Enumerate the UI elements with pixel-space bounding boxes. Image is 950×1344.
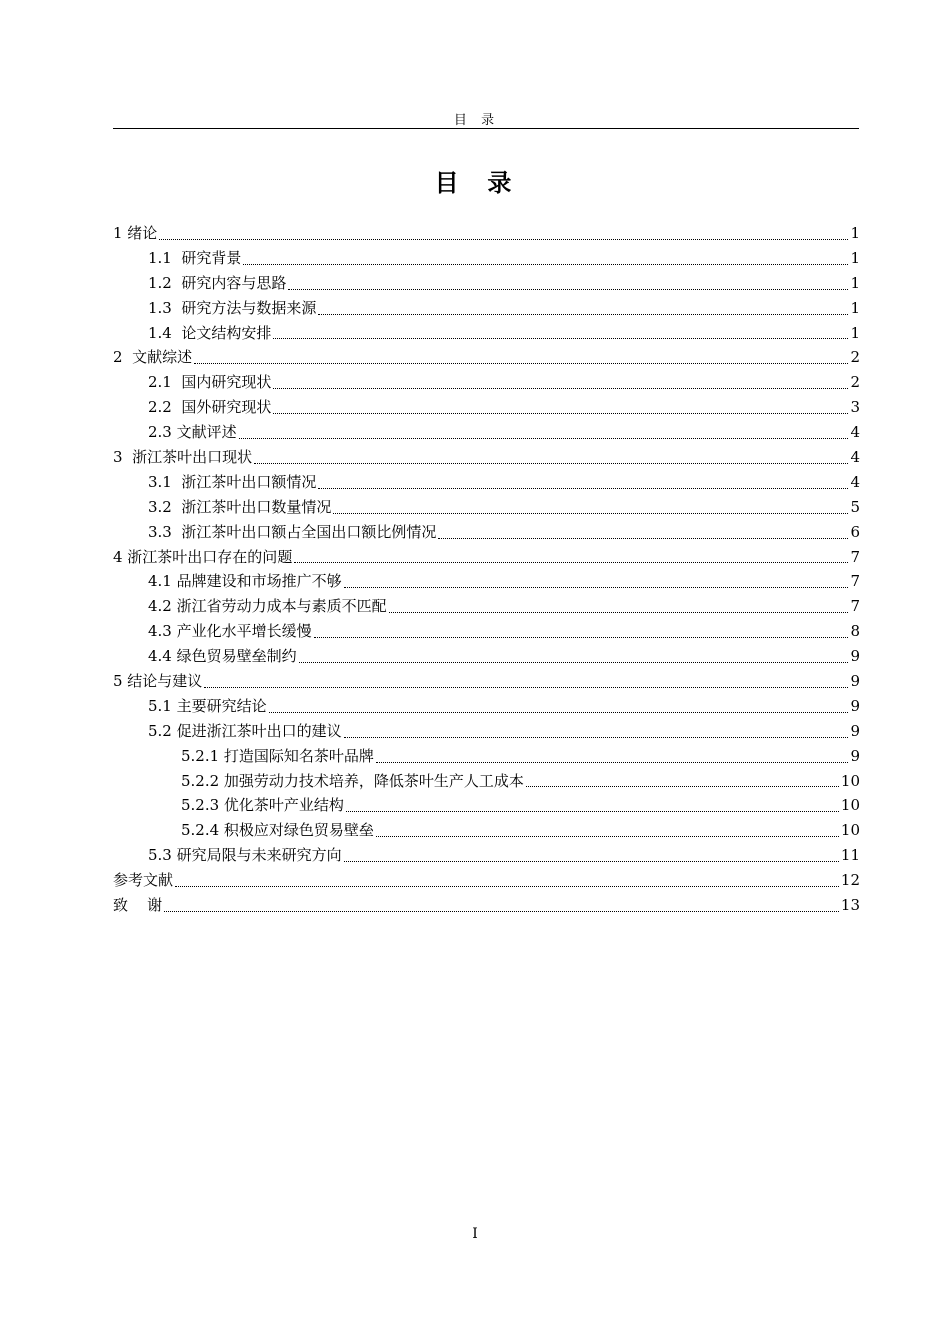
toc-entry-label: 5.2.3 优化茶叶产业结构 [181, 796, 344, 815]
toc-entry[interactable] [113, 594, 860, 619]
dot-leader [318, 314, 848, 315]
toc-entry-label: 2.2 国外研究现状 [148, 398, 272, 417]
toc-entry-label: 2 文献综述 [113, 348, 193, 367]
toc-entry-page: 7 [850, 547, 860, 566]
dot-leader [159, 239, 848, 240]
toc-entry-page: 9 [850, 647, 860, 666]
toc-entry-page: 6 [850, 522, 860, 541]
toc-entry-label: 4.1 品牌建设和市场推广不够 [148, 572, 342, 591]
toc-entry[interactable] [113, 495, 860, 520]
toc-entry-page: 11 [840, 846, 860, 865]
dot-leader [346, 811, 839, 812]
toc-entry[interactable] [113, 395, 860, 420]
toc-entry-page: 1 [850, 224, 860, 242]
dot-leader [273, 388, 848, 389]
dot-leader [194, 363, 848, 364]
toc-entry-label: 5.2 促进浙江茶叶出口的建议 [148, 721, 342, 740]
toc-entry-page: 13 [840, 896, 860, 915]
toc-entry-label: 5 结论与建议 [113, 672, 203, 691]
dot-leader [254, 463, 848, 464]
toc-entry-label: 5.2.4 积极应对绿色贸易壁垒 [181, 821, 374, 840]
dot-leader [243, 264, 848, 265]
toc-entry-page: 3 [850, 398, 860, 417]
dot-leader [175, 886, 839, 887]
toc-entry[interactable] [113, 769, 860, 794]
toc-entry-page: 12 [840, 871, 860, 890]
toc-entry-label: 5.2.2 加强劳动力技术培养，降低茶叶生产人工成本 [181, 771, 524, 790]
toc-entry[interactable] [113, 246, 860, 271]
dot-leader [376, 836, 839, 837]
dot-leader [273, 338, 848, 339]
page-title: 目 录 [434, 169, 516, 197]
toc-entry-page: 9 [850, 721, 860, 740]
toc-entry-label: 1.2 研究内容与思路 [148, 273, 287, 292]
toc-entry-page: 9 [850, 696, 860, 715]
dot-leader [269, 712, 849, 713]
dot-leader [164, 911, 839, 912]
toc-entry-page: 1 [850, 323, 860, 342]
toc-entry-label: 5.1 主要研究结论 [148, 696, 267, 715]
toc-entry[interactable] [113, 669, 860, 694]
toc-entry-label: 3.2 浙江茶叶出口数量情况 [148, 497, 332, 516]
dot-leader [294, 562, 848, 563]
toc-entry[interactable] [113, 370, 860, 395]
toc-entry-page: 2 [850, 373, 860, 392]
toc-entry[interactable] [113, 345, 860, 370]
toc-entry-page: 4 [850, 423, 860, 442]
toc-entry-label: 4.4 绿色贸易壁垒制约 [148, 647, 297, 666]
toc-entry-label: 4.2 浙江省劳动力成本与素质不匹配 [148, 597, 387, 616]
toc-entry-page: 10 [840, 771, 860, 790]
toc-entry[interactable] [113, 420, 860, 445]
toc-entry-label: 5.3 研究局限与未来研究方向 [148, 846, 342, 865]
page-number: I [472, 1226, 478, 1242]
toc-entry-page: 8 [850, 622, 860, 641]
toc-entry-label: 2.3 文献评述 [148, 423, 237, 442]
dot-leader [273, 413, 848, 414]
toc-entry-label: 1.4 论文结构安排 [148, 323, 272, 342]
toc-entry-page: 1 [850, 298, 860, 317]
toc-entry-label: 3 浙江茶叶出口现状 [113, 448, 253, 467]
toc-entry-page: 2 [850, 348, 860, 367]
dot-leader [344, 861, 839, 862]
toc-entry-label: 1.3 研究方法与数据来源 [148, 298, 317, 317]
toc-entry-page: 7 [850, 572, 860, 591]
dot-leader [344, 737, 849, 738]
toc-entry[interactable] [113, 644, 860, 669]
toc-entry-page: 7 [850, 597, 860, 616]
dot-leader [288, 289, 848, 290]
toc-entry[interactable] [113, 793, 860, 818]
dot-leader [438, 538, 848, 539]
toc-entry-page: 5 [850, 497, 860, 516]
toc-entry-page: 1 [850, 273, 860, 292]
toc-entry-page: 4 [850, 448, 860, 467]
toc-entry-label: 3.1 浙江茶叶出口额情况 [148, 472, 317, 491]
toc-entry[interactable] [113, 221, 860, 246]
toc-entry[interactable] [113, 545, 860, 570]
toc-entry[interactable] [113, 818, 860, 843]
toc-entry-label: 5.2.1 打造国际知名茶叶品牌 [181, 746, 374, 765]
toc-entry-label: 1.1 研究背景 [148, 248, 242, 267]
dot-leader [344, 587, 849, 588]
dot-leader [333, 513, 848, 514]
toc-entry-page: 1 [850, 248, 860, 267]
toc-entry[interactable] [113, 445, 860, 470]
dot-leader [239, 438, 849, 439]
toc-entry[interactable] [113, 470, 860, 495]
toc-entry[interactable] [113, 619, 860, 644]
toc-entry-label: 3.3 浙江茶叶出口额占全国出口额比例情况 [148, 522, 437, 541]
table-of-contents [113, 221, 860, 918]
toc-entry[interactable] [113, 744, 860, 769]
toc-entry-label: 致 谢 [113, 896, 163, 915]
toc-entry[interactable] [113, 893, 860, 918]
toc-entry-label: 参考文献 [113, 871, 174, 890]
toc-entry-page: 10 [840, 796, 860, 815]
toc-entry[interactable] [113, 271, 860, 296]
dot-leader [314, 637, 849, 638]
toc-entry[interactable] [113, 569, 860, 594]
toc-entry-page: 9 [850, 672, 860, 691]
dot-leader [389, 612, 849, 613]
dot-leader [204, 687, 848, 688]
dot-leader [526, 786, 839, 787]
toc-entry-page: 9 [850, 746, 860, 765]
toc-entry[interactable] [113, 868, 860, 893]
toc-entry-page: 10 [840, 821, 860, 840]
toc-entry[interactable] [113, 719, 860, 744]
toc-entry-label: 4 浙江茶叶出口存在的问题 [113, 547, 293, 566]
toc-entry[interactable] [113, 843, 860, 868]
toc-entry[interactable] [113, 296, 860, 321]
toc-entry-label: 2.1 国内研究现状 [148, 373, 272, 392]
dot-leader [318, 488, 848, 489]
toc-entry[interactable] [113, 321, 860, 346]
running-header: 目 录 [453, 113, 497, 128]
dot-leader [376, 762, 849, 763]
dot-leader [299, 662, 849, 663]
toc-entry-label: 1 绪论 [113, 224, 158, 242]
toc-entry[interactable] [113, 694, 860, 719]
toc-entry-label: 4.3 产业化水平增长缓慢 [148, 622, 312, 641]
header-rule [113, 128, 859, 129]
toc-entry-page: 4 [850, 472, 860, 491]
toc-entry[interactable] [113, 520, 860, 545]
